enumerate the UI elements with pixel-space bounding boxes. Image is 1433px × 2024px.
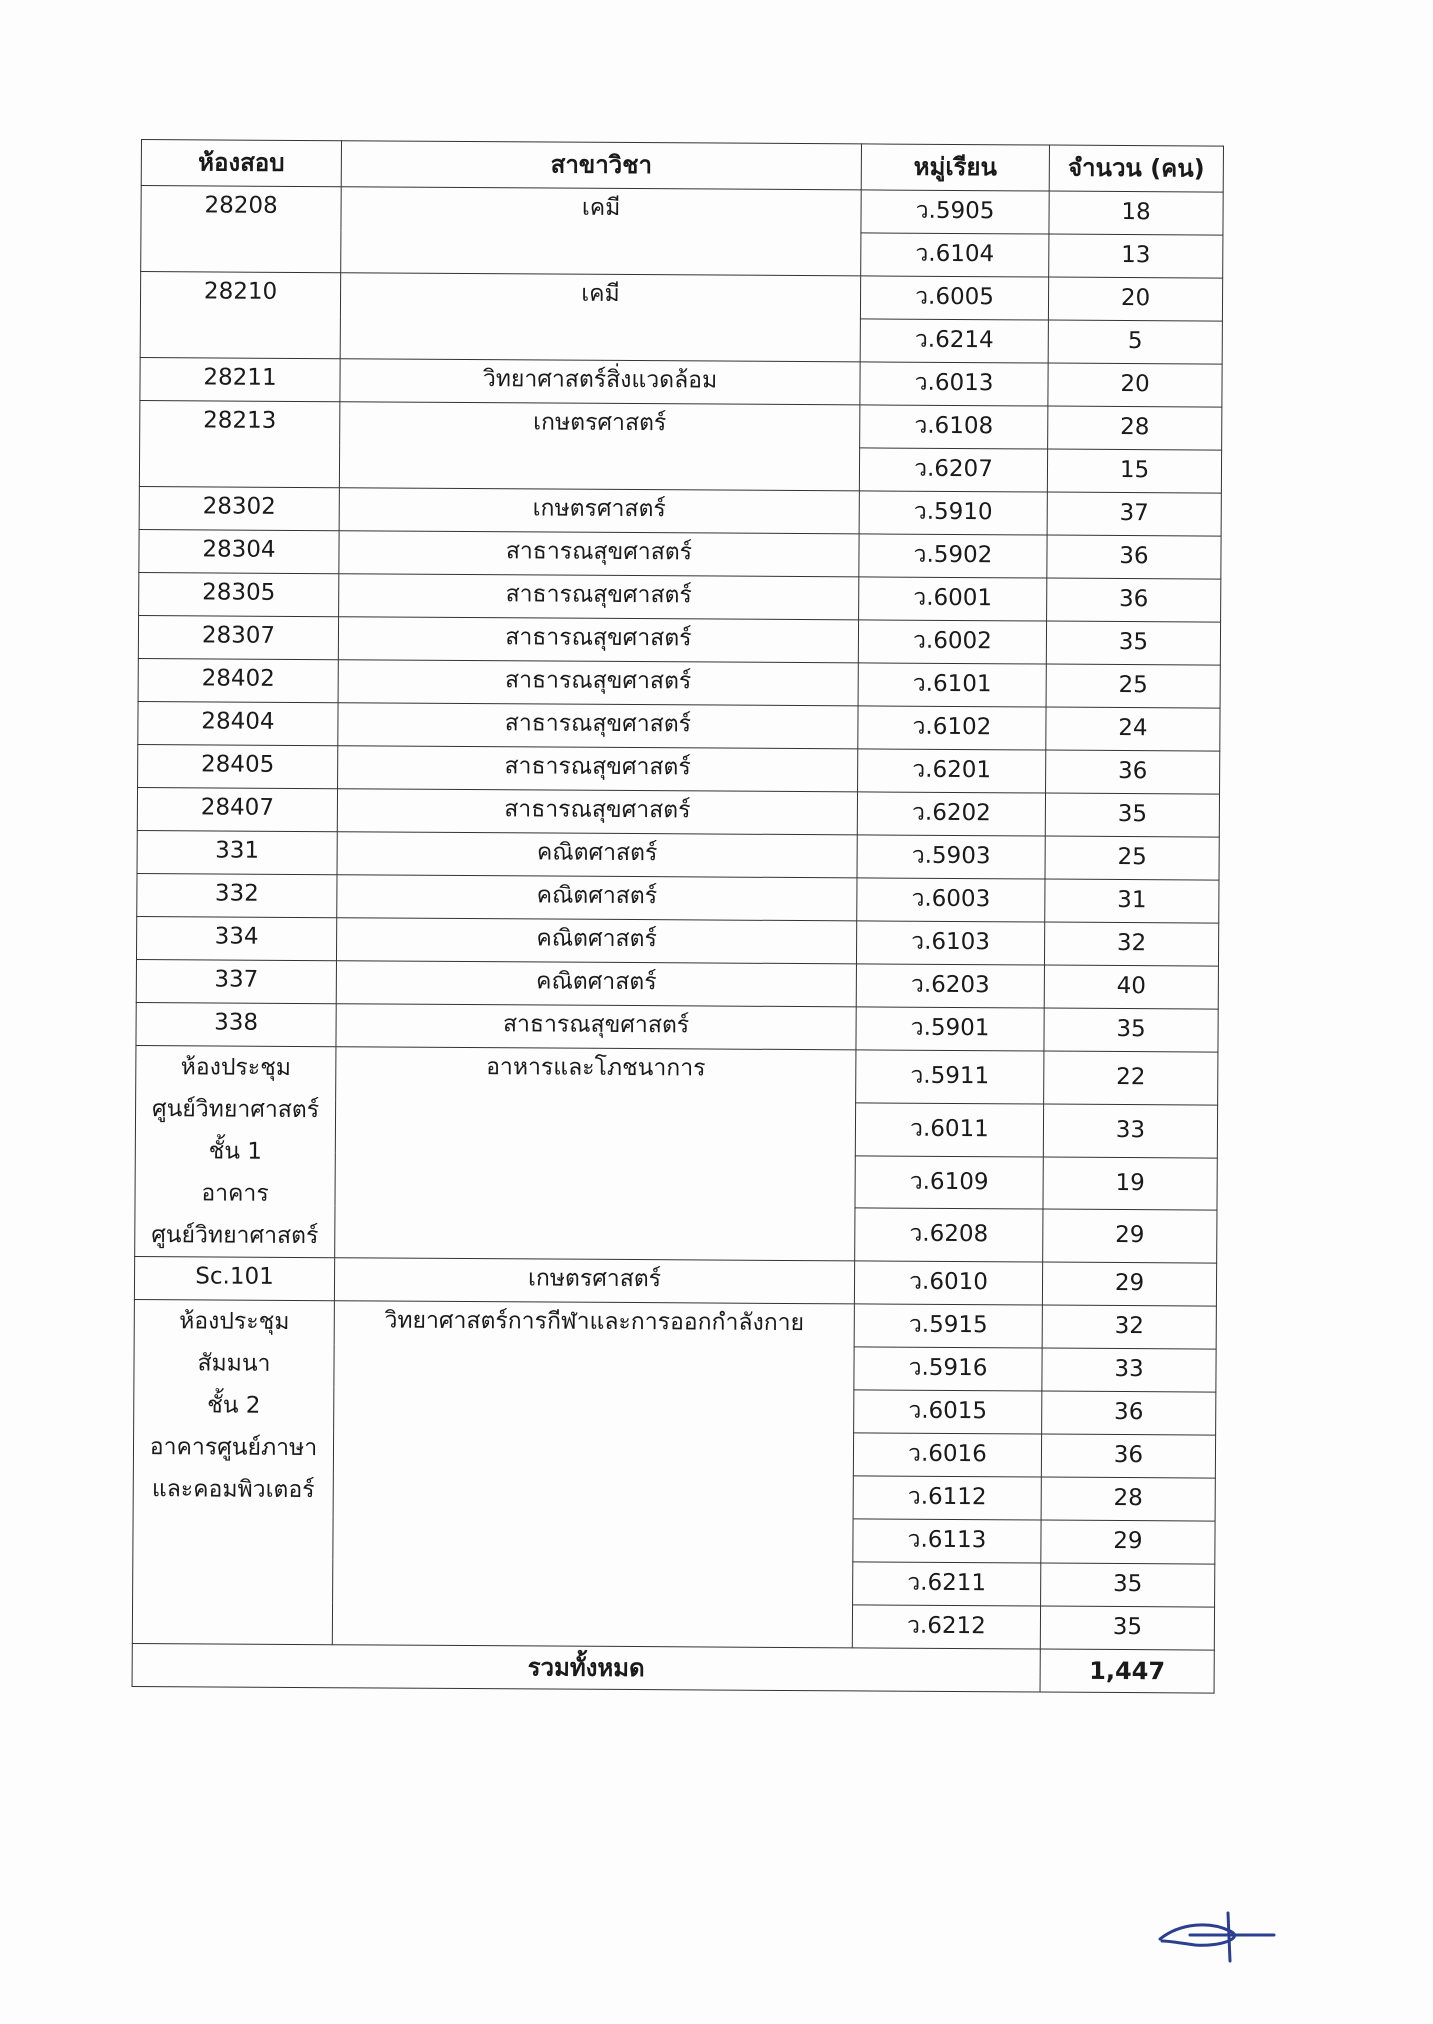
room-cell: 28405	[138, 744, 338, 788]
count-cell: 36	[1047, 535, 1221, 579]
room-cell: 28305	[139, 572, 339, 616]
count-cell: 5	[1048, 320, 1222, 364]
room-cell: 28404	[138, 701, 338, 745]
count-cell: 28	[1041, 1477, 1215, 1521]
count-cell: 33	[1042, 1348, 1216, 1392]
table-row	[139, 529, 1221, 579]
header-room: ห้องสอบ	[141, 140, 341, 187]
count-cell: 37	[1047, 492, 1221, 536]
group-cell: ว.6208	[855, 1208, 1043, 1262]
room-cell: ห้องประชุม ศูนย์วิทยาศาสตร์ ชั้น 1 อาคาร ศูนย์วิทยาศาสตร์	[135, 1045, 336, 1257]
header-row	[141, 140, 1223, 193]
group-cell: ว.6003	[857, 878, 1045, 922]
count-cell: 35	[1045, 793, 1219, 837]
table-row	[137, 873, 1219, 923]
major-cell: สาธารณสุขศาสตร์	[339, 574, 859, 620]
major-cell: เคมี	[340, 273, 861, 362]
room-cell: ห้องประชุม สัมมนา ชั้น 2 อาคารศูนย์ภาษา และคอมพิวเตอร์	[132, 1299, 334, 1644]
table-row	[139, 486, 1221, 536]
count-cell: 36	[1047, 578, 1221, 622]
header-major: สาขาวิชา	[341, 141, 861, 190]
group-cell: ว.6201	[858, 749, 1046, 793]
count-cell: 18	[1049, 191, 1223, 235]
count-cell: 15	[1047, 449, 1221, 493]
room-cell: 28402	[138, 658, 338, 702]
group-cell: ว.6102	[858, 706, 1046, 750]
header-count: จำนวน (คน)	[1049, 145, 1223, 192]
count-cell: 28	[1048, 406, 1222, 450]
group-cell: ว.6203	[856, 964, 1044, 1008]
room-cell: 334	[136, 916, 336, 960]
group-cell: ว.5905	[861, 190, 1049, 234]
group-cell: ว.6109	[855, 1155, 1043, 1209]
major-cell: เคมี	[341, 187, 862, 276]
count-cell: 35	[1046, 621, 1220, 665]
group-cell: ว.6104	[861, 233, 1049, 277]
room-cell: 332	[137, 873, 337, 917]
group-cell: ว.6214	[860, 319, 1048, 363]
major-cell: สาธารณสุขศาสตร์	[338, 660, 858, 706]
count-cell: 33	[1043, 1104, 1217, 1158]
group-cell: ว.5911	[856, 1050, 1044, 1104]
room-cell: 28407	[137, 787, 337, 831]
total-row	[132, 1643, 1214, 1693]
group-cell: ว.6108	[860, 405, 1048, 449]
count-cell: 35	[1041, 1563, 1215, 1607]
count-cell: 25	[1046, 664, 1220, 708]
room-cell: 331	[137, 830, 337, 874]
table-row	[136, 916, 1218, 966]
table-row	[138, 658, 1220, 708]
count-cell: 20	[1048, 277, 1222, 321]
group-cell: ว.6002	[858, 620, 1046, 664]
table-row	[136, 1002, 1218, 1052]
count-cell: 19	[1043, 1157, 1217, 1211]
count-cell: 40	[1044, 965, 1218, 1009]
count-cell: 31	[1045, 879, 1219, 923]
room-cell: 28302	[139, 486, 339, 530]
major-cell: สาธารณสุขศาสตร์	[338, 703, 858, 749]
count-cell: 36	[1046, 750, 1220, 794]
count-cell: 20	[1048, 363, 1222, 407]
header-group: หมู่เรียน	[861, 144, 1049, 191]
table-row	[139, 572, 1221, 622]
table-row	[136, 959, 1218, 1009]
table-row	[140, 272, 1222, 322]
major-cell: อาหารและโภชนาการ	[335, 1047, 856, 1261]
group-cell: ว.6016	[853, 1433, 1041, 1477]
group-cell: ว.6005	[860, 276, 1048, 320]
group-cell: ว.5902	[859, 534, 1047, 578]
count-cell: 32	[1042, 1305, 1216, 1349]
signature-mark	[1150, 1905, 1280, 1965]
count-cell: 29	[1042, 1262, 1216, 1306]
table-row	[137, 830, 1219, 880]
group-cell: ว.6013	[860, 362, 1048, 406]
group-cell: ว.6207	[859, 448, 1047, 492]
major-cell: วิทยาศาสตร์สิ่งแวดล้อม	[340, 359, 860, 405]
major-cell: สาธารณสุขศาสตร์	[338, 746, 858, 792]
count-cell: 29	[1041, 1520, 1215, 1564]
group-cell: ว.6212	[852, 1605, 1040, 1649]
major-cell: คณิตศาสตร์	[336, 918, 856, 964]
room-cell: 337	[136, 959, 336, 1003]
group-cell: ว.6010	[854, 1261, 1042, 1305]
room-cell: 28208	[141, 186, 342, 273]
count-cell: 13	[1049, 234, 1223, 278]
room-cell: 28211	[140, 357, 340, 401]
count-cell: 29	[1043, 1209, 1217, 1263]
group-cell: ว.6011	[855, 1103, 1043, 1157]
major-cell: สาธารณสุขศาสตร์	[336, 1004, 856, 1050]
count-cell: 35	[1040, 1606, 1214, 1650]
count-cell: 22	[1044, 1051, 1218, 1105]
table-row	[138, 744, 1220, 794]
major-cell: เกษตรศาสตร์	[334, 1258, 854, 1304]
group-cell: ว.6015	[854, 1390, 1042, 1434]
group-cell: ว.6113	[853, 1519, 1041, 1563]
group-cell: ว.5910	[859, 491, 1047, 535]
table-row	[140, 400, 1222, 450]
table-row	[141, 186, 1223, 236]
table-row	[136, 1045, 1218, 1104]
major-cell: สาธารณสุขศาสตร์	[339, 531, 859, 577]
room-cell: 28210	[140, 272, 341, 359]
table-row	[137, 787, 1219, 837]
major-cell: คณิตศาสตร์	[337, 875, 857, 921]
group-cell: ว.6202	[857, 792, 1045, 836]
major-cell: คณิตศาสตร์	[336, 961, 856, 1007]
room-cell: 28213	[139, 400, 340, 487]
count-cell: 35	[1044, 1008, 1218, 1052]
group-cell: ว.6001	[859, 577, 1047, 621]
group-cell: ว.5903	[857, 835, 1045, 879]
group-cell: ว.5916	[854, 1347, 1042, 1391]
group-cell: ว.6101	[858, 663, 1046, 707]
count-cell: 36	[1041, 1434, 1215, 1478]
total-value: 1,447	[1040, 1649, 1214, 1693]
count-cell: 32	[1044, 922, 1218, 966]
table-row	[138, 615, 1220, 665]
major-cell: วิทยาศาสตร์การกีฬาและการออกกำลังกาย	[332, 1301, 854, 1648]
major-cell: คณิตศาสตร์	[337, 832, 857, 878]
group-cell: ว.5901	[856, 1007, 1044, 1051]
table-row	[140, 357, 1222, 407]
count-cell: 36	[1042, 1391, 1216, 1435]
group-cell: ว.5915	[854, 1304, 1042, 1348]
group-cell: ว.6103	[856, 921, 1044, 965]
group-cell: ว.6112	[853, 1476, 1041, 1520]
count-cell: 24	[1046, 707, 1220, 751]
table-row	[134, 1256, 1216, 1306]
table-row	[138, 701, 1220, 751]
group-cell: ว.6211	[853, 1562, 1041, 1606]
count-cell: 25	[1045, 836, 1219, 880]
room-cell: Sc.101	[134, 1256, 334, 1300]
major-cell: สาธารณสุขศาสตร์	[337, 789, 857, 835]
room-cell: 28307	[138, 615, 338, 659]
total-label: รวมทั้งหมด	[132, 1643, 1040, 1692]
table-row	[134, 1299, 1216, 1349]
room-cell: 338	[136, 1002, 336, 1046]
major-cell: เกษตรศาสตร์	[339, 402, 860, 491]
major-cell: สาธารณสุขศาสตร์	[338, 617, 858, 663]
room-cell: 28304	[139, 529, 339, 573]
exam-room-table	[132, 139, 1224, 1694]
table-body	[132, 186, 1223, 1651]
major-cell: เกษตรศาสตร์	[339, 488, 859, 534]
